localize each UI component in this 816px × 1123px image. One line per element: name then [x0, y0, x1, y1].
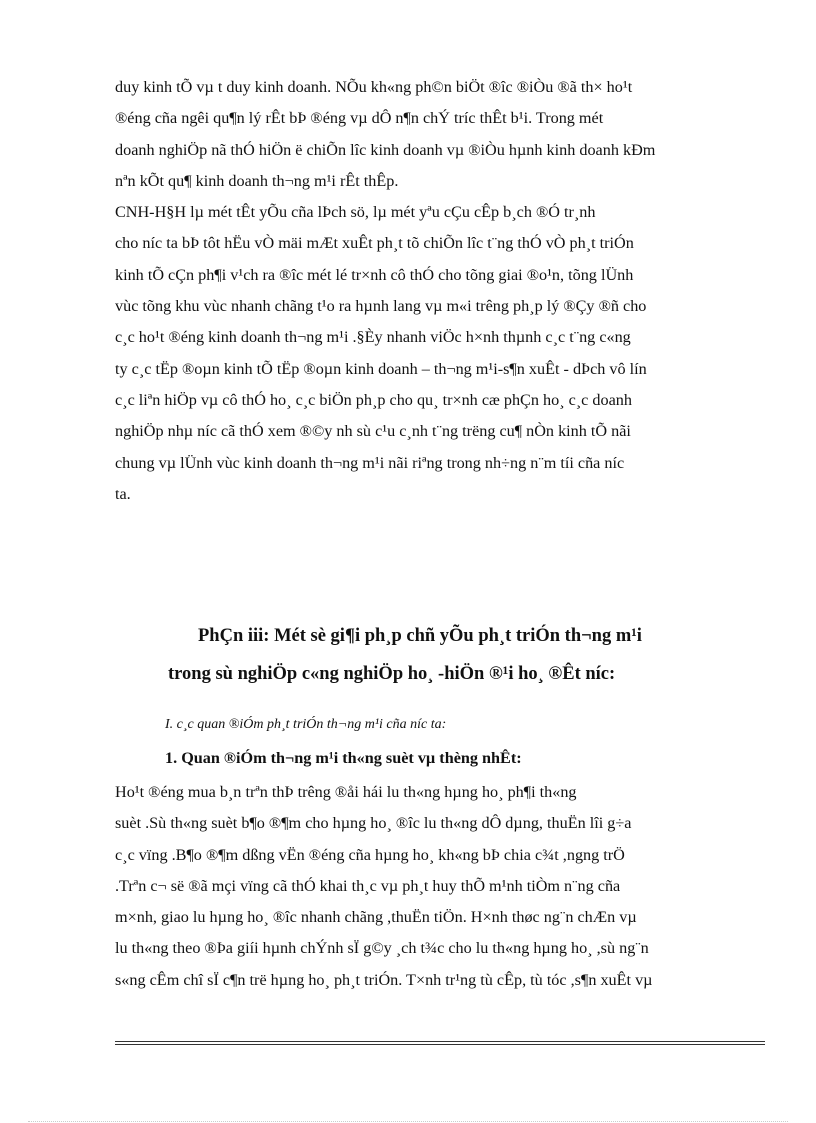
- text-line: c¸c liªn hiÖp vµ cô thÓ ho¸ c¸c biÖn ph¸p cho qu¸ tr×nh cæ phÇn ho¸ c¸c doanh: [115, 390, 632, 409]
- text-line: vùc tõng khu vùc nhanh chãng t¹o ra hµnh lang vµ m«i trêng ph¸p lý ®Çy ®ñ cho: [115, 297, 647, 316]
- subsection-title: 1. Quan ®iÓm th¬ng m¹i th«ng suèt vµ thèng nhÊt:: [165, 749, 522, 767]
- text-line: ty c¸c tËp ®oµn kinh tÕ tËp ®oµn kinh doanh – th¬ng m¹i-s¶n xuÊt - dÞch vô lín: [115, 359, 647, 378]
- footer-rule: [115, 1044, 765, 1045]
- text-line: duy kinh tÕ vµ t duy kinh doanh. NÕu kh«ng ph©n biÖt ®îc ®iÒu ®ã th× ho¹t: [115, 78, 633, 96]
- text-line: nghiÖp nhµ níc cã thÓ xem ®©y nh sù c¹u c¸nh t¨ng trëng cu¶ nÒn kinh tÕ nãi: [115, 422, 631, 441]
- body-paragraph-2: [115, 777, 760, 996]
- text-line: suèt .Sù th«ng suèt b¶o ®¶m cho hµng ho¸ ®îc lu th«ng dÔ dµng, thuËn lîi g÷a: [115, 814, 632, 833]
- chapter-heading-line-2: trong sù nghiÖp c«ng nghiÖp ho¸ -hiÖn ®¹i ho¸ ®Êt níc:: [168, 664, 616, 684]
- chapter-heading-line-1: PhÇn iii: Mét sè gi¶i ph¸p chñ yÕu ph¸t triÓn th¬ng m¹i: [198, 626, 642, 646]
- text-line: nªn kÕt qu¶ kinh doanh th¬ng m¹i rÊt thÊp.: [115, 171, 399, 190]
- text-line: c¸c ho¹t ®éng kinh doanh th¬ng m¹i .§Èy nhanh viÖc h×nh thµnh c¸c t¨ng c«ng: [115, 328, 631, 347]
- text-line: .Trªn c¬ së ®ã mçi vïng cã thÓ khai th¸c vµ ph¸t huy thÕ m¹nh tiÒm n¨ng cña: [115, 876, 621, 895]
- text-line: chung vµ lÜnh vùc kinh doanh th¬ng m¹i nãi riªng trong nh÷ng n¨m tíi cña níc: [115, 453, 625, 472]
- footer-rule: [115, 1041, 765, 1042]
- text-line: m×nh, giao lu hµng ho¸ ®îc nhanh chãng ,thuËn tiÖn. H×nh thøc ng¨n chÆn vµ: [115, 908, 637, 927]
- text-line: c¸c vïng .B¶o ®¶m dßng vËn ®éng cña hµng ho¸ kh«ng bÞ chia c¾t ,ngng trÖ: [115, 845, 625, 864]
- text-line: ta.: [115, 484, 131, 503]
- text-line: s«ng cÊm chî sÏ c¶n trë hµng ho¸ ph¸t triÓn. T×nh tr¹ng tù cÊp, tù tóc ,s¶n xuÊt vµ: [115, 970, 653, 989]
- text-line: cho níc ta bÞ tôt hËu vÒ mäi mÆt xuÊt ph¸t tõ chiÕn lîc t¨ng thÓ vÒ ph¸t triÓn: [115, 234, 634, 253]
- text-line: ®éng cña ngêi qu¶n lý rÊt bÞ ®éng vµ dÔ n¶n chÝ tríc thÊt b¹i. Trong mét: [115, 109, 604, 128]
- text-line: CNH-H§H lµ mét tÊt yÕu cña lÞch sö, lµ mét yªu cÇu cÊp b¸ch ®Ó tr¸nh: [115, 203, 596, 222]
- text-line: Ho¹t ®éng mua b¸n trªn thÞ trêng ®åi hái lu th«ng hµng ho¸ ph¶i th«ng: [115, 783, 577, 801]
- body-paragraph-1: [115, 72, 760, 510]
- section-title: I. c¸c quan ®iÓm ph¸t triÓn th¬ng m¹i cña níc ta:: [165, 717, 447, 732]
- page-edge-dots: [28, 1121, 788, 1122]
- text-line: lu th«ng theo ®Þa giíi hµnh chÝnh sÏ g©y ¸ch t¾c cho lu th«ng hµng ho¸ ,sù ng¨n: [115, 939, 649, 958]
- text-line: kinh tÕ cÇn ph¶i v¹ch ra ®îc mét lé tr×nh cô thÓ cho tõng giai ®o¹n, tõng lÜnh: [115, 265, 634, 284]
- text-line: doanh nghiÖp nã thÓ hiÖn ë chiÕn lîc kinh doanh vµ ®iÒu hµnh kinh doanh kÐm: [115, 140, 656, 159]
